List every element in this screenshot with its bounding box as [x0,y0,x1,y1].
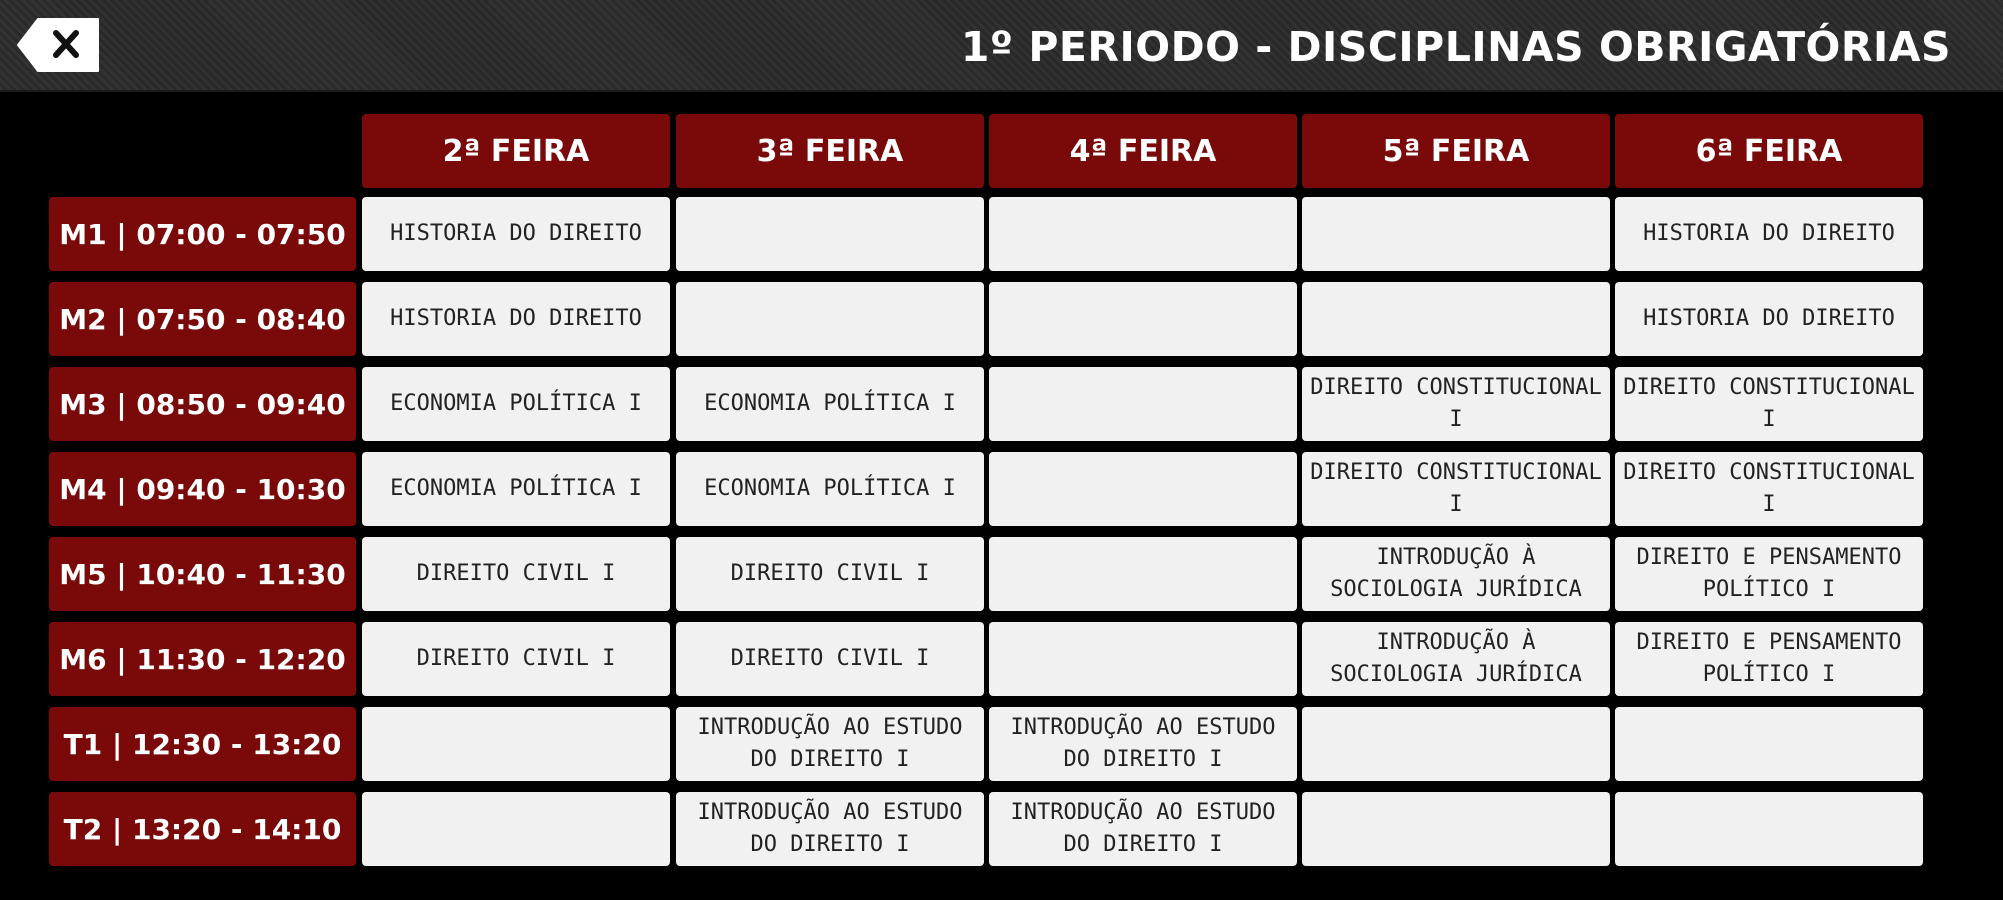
schedule-cell-m4-day4[interactable] [989,452,1297,526]
course-name: HISTORIA DO DIREITO [390,306,642,331]
schedule-cell-m6-day4[interactable] [989,622,1297,696]
schedule-cell-t1-day2[interactable] [362,707,670,781]
schedule-cell-m6-day2[interactable] [362,622,670,696]
course-name: INTRODUÇÃO AO ESTUDO DO DIREITO I [697,715,963,772]
day-header-2: 2ª FEIRA [362,114,670,188]
course-name: DIREITO E PENSAMENTO POLÍTICO I [1636,545,1902,602]
time-slot-label-t1: T1 | 12:30 - 13:20 [49,707,356,781]
time-slot-label-t2: T2 | 13:20 - 14:10 [49,792,356,866]
course-name: DIREITO CIVIL I [730,646,930,671]
time-slot-label-m5: M5 | 10:40 - 11:30 [49,537,356,611]
course-name: HISTORIA DO DIREITO [1643,221,1895,246]
schedule-cell-t2-day4[interactable] [989,792,1297,866]
day-header-5: 5ª FEIRA [1302,114,1610,188]
schedule-cell-t2-day5[interactable] [1302,792,1610,866]
page-title: 1º PERIODO - DISCIPLINAS OBRIGATÓRIAS [960,23,1951,71]
schedule-cell-t2-day2[interactable] [362,792,670,866]
schedule-cell-m3-day6[interactable] [1615,367,1923,441]
schedule-cell-m6-day5[interactable] [1302,622,1610,696]
course-name: DIREITO CONSTITUCIONAL I [1623,375,1915,432]
course-name: DIREITO CIVIL I [416,561,616,586]
schedule-cell-m5-day2[interactable] [362,537,670,611]
time-slot-label-m4: M4 | 09:40 - 10:30 [49,452,356,526]
time-slot-label-m6: M6 | 11:30 - 12:20 [49,622,356,696]
schedule-cell-t2-day6[interactable] [1615,792,1923,866]
day-header-3: 3ª FEIRA [676,114,984,188]
schedule-cell-m5-day6[interactable] [1615,537,1923,611]
schedule-cell-m2-day6[interactable] [1615,282,1923,356]
schedule-cell-m5-day4[interactable] [989,537,1297,611]
schedule-cell-m2-day4[interactable] [989,282,1297,356]
schedule-cell-m1-day3[interactable] [676,197,984,271]
schedule-cell-m1-day4[interactable] [989,197,1297,271]
schedule-cell-m2-day2[interactable] [362,282,670,356]
course-name: DIREITO CONSTITUCIONAL I [1310,460,1602,517]
schedule-cell-t2-day3[interactable] [676,792,984,866]
schedule-cell-t1-day4[interactable] [989,707,1297,781]
back-button[interactable] [16,17,100,73]
course-name: DIREITO E PENSAMENTO POLÍTICO I [1636,630,1902,687]
course-name: DIREITO CIVIL I [416,646,616,671]
schedule-cell-t1-day3[interactable] [676,707,984,781]
course-name: DIREITO CONSTITUCIONAL I [1623,460,1915,517]
time-slot-label-m1: M1 | 07:00 - 07:50 [49,197,356,271]
schedule-cell-m3-day3[interactable] [676,367,984,441]
schedule-cell-m1-day6[interactable] [1615,197,1923,271]
close-backspace-icon [16,17,100,73]
schedule-cell-m2-day5[interactable] [1302,282,1610,356]
time-slot-label-m3: M3 | 08:50 - 09:40 [49,367,356,441]
time-slot-label-m2: M2 | 07:50 - 08:40 [49,282,356,356]
schedule-cell-m6-day6[interactable] [1615,622,1923,696]
schedule-cell-m5-day5[interactable] [1302,537,1610,611]
course-name: ECONOMIA POLÍTICA I [704,476,956,501]
course-name: INTRODUÇÃO AO ESTUDO DO DIREITO I [1010,800,1276,857]
course-name: HISTORIA DO DIREITO [1643,306,1895,331]
course-name: HISTORIA DO DIREITO [390,221,642,246]
schedule-cell-t1-day6[interactable] [1615,707,1923,781]
day-header-6: 6ª FEIRA [1615,114,1923,188]
day-header-4: 4ª FEIRA [989,114,1297,188]
course-name: INTRODUÇÃO À SOCIOLOGIA JURÍDICA [1330,630,1582,687]
course-name: INTRODUÇÃO À SOCIOLOGIA JURÍDICA [1330,545,1582,602]
schedule-cell-t1-day5[interactable] [1302,707,1610,781]
schedule-cell-m3-day5[interactable] [1302,367,1610,441]
schedule-cell-m4-day2[interactable] [362,452,670,526]
course-name: ECONOMIA POLÍTICA I [390,391,642,416]
course-name: ECONOMIA POLÍTICA I [704,391,956,416]
course-name: INTRODUÇÃO AO ESTUDO DO DIREITO I [697,800,963,857]
schedule-cell-m2-day3[interactable] [676,282,984,356]
schedule-cell-m4-day6[interactable] [1615,452,1923,526]
schedule-cell-m4-day3[interactable] [676,452,984,526]
course-name: INTRODUÇÃO AO ESTUDO DO DIREITO I [1010,715,1276,772]
schedule-cell-m3-day2[interactable] [362,367,670,441]
top-bar [0,0,2003,92]
schedule-cell-m1-day5[interactable] [1302,197,1610,271]
course-name: DIREITO CONSTITUCIONAL I [1310,375,1602,432]
schedule-cell-m1-day2[interactable] [362,197,670,271]
schedule-cell-m6-day3[interactable] [676,622,984,696]
schedule-cell-m3-day4[interactable] [989,367,1297,441]
schedule-cell-m4-day5[interactable] [1302,452,1610,526]
course-name: DIREITO CIVIL I [730,561,930,586]
schedule-cell-m5-day3[interactable] [676,537,984,611]
course-name: ECONOMIA POLÍTICA I [390,476,642,501]
